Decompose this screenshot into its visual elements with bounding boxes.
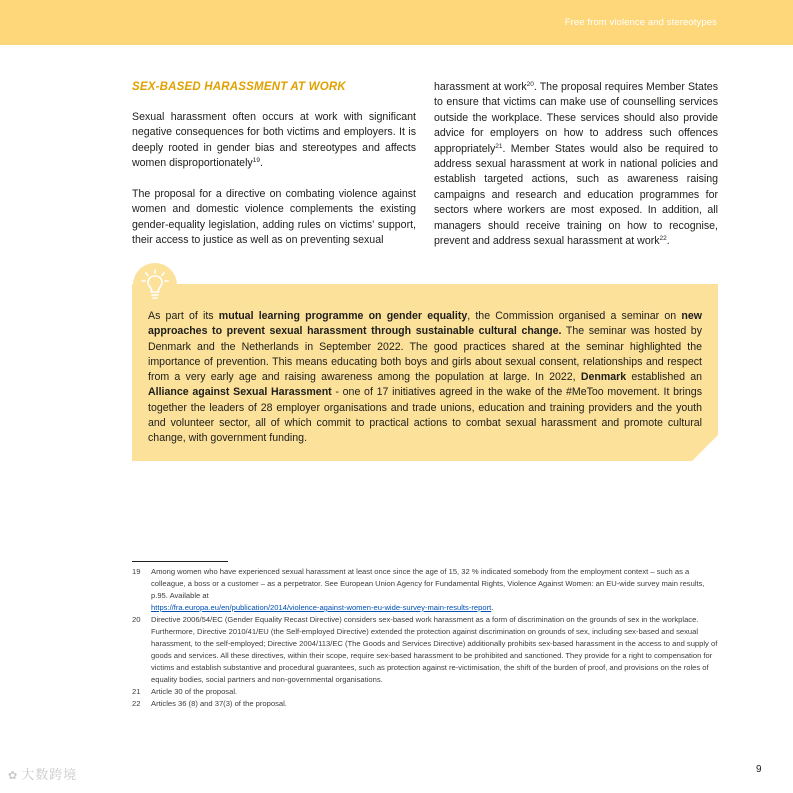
left-column [132, 80, 416, 264]
footnote-21: 21 Article 30 of the proposal. [132, 687, 238, 696]
right-column [434, 80, 718, 265]
header-band [0, 0, 793, 45]
footnotes [132, 566, 722, 710]
footnote-ref-20[interactable]: 20 [526, 81, 534, 88]
lightbulb-icon [140, 268, 170, 302]
right-paragraph-1: harassment at work$^{20}$. The proposal requires Member States to ensure that victims can make use of counselling services outside the workplace. These services should also provide advice for employers on how to address such offences appropriately$^{21}$. Member States would also be required to address sexual harassment at work in national policies and establish targeted actions, such as awareness raising campaigns and research and education programmes for sectors where workers are most exposed. In addition, all managers should receive training on how to recognise, prevent and address sexual harassment at work$^{22}$. [434, 81, 718, 248]
section-heading: SEX-BASED HARASSMENT AT WORK [132, 81, 346, 93]
footnote-ref-19[interactable]: 19 [252, 157, 260, 165]
left-paragraph-1: Sexual harassment often occurs at work with significant negative consequences for both victims and employers. It is deeply rooted in gender bias and stereotypes and affects women disproportionately$^{19}$. [132, 111, 416, 170]
page-fold-corner [692, 435, 718, 461]
highlight-box [132, 284, 718, 461]
footnote-20: 20 Directive 2006/54/EC (Gender Equality Recast Directive) considers sex-based work harassment as a form of discrimination on the grounds of sex in the workplace. Furthermore, Directive 2010/41/EU (the Self-employed Directive) extended the protection against discrimination on grounds of sex, including sex-based and sexual harassment, to the self-employed; Directive 2004/113/EC (The Goods and Services Directive) additionally prohibits sex-based harassment in the access to and supply of goods and services. All these directives, within their scope, require sex-based harassment to be prohibited and sanctioned. They provide for a right to compensation for victims and establish substantive and procedural guarantees, such as protection against re-victimisation, the shift of the burden of proof, and provisions on the roles of equality bodies, social partners and non-governmental organisations. [132, 615, 718, 684]
page-number: 9 [756, 764, 762, 775]
footnote-19-link[interactable]: https://fra.europa.eu/en/publication/2014/violence-against-women-eu-wide-survey-main-results-report [151, 603, 492, 612]
lightbulb-badge [133, 263, 177, 307]
watermark-logo-icon: ✿ [8, 769, 19, 782]
header-title: Free from violence and stereotypes [564, 17, 717, 28]
footnote-separator [132, 561, 228, 562]
watermark: ✿ 大数跨境 [8, 768, 78, 783]
footnote-ref-22[interactable]: 22 [659, 235, 667, 243]
highlight-box-text: As part of its mutual learning programme on gender equality, the Commission organised a seminar on new approaches to prevent sexual harassment through sustainable cultural change. The seminar was hosted by Denmark and the Netherlands in September 2022. The good practices shared at the seminar highlighted the importance of prevention. This means educating both boys and girls about sexual consent, relationships and respect from a very early age and raising awareness among the population at large. In 2022, Denmark established an Alliance against Sexual Harassment - one of 17 initiatives agreed in the wake of the #MeToo movement. It brings together the leaders of 28 employer organisations and trade unions, education and training providers and the youth and volunteer sector, all of which commit to practical actions to combat sexual harassment and promote cultural change, with government funding. [148, 310, 703, 445]
footnote-ref-21[interactable]: 21 [495, 142, 503, 150]
footnote-19: 19 Among women who have experienced sexual harassment at least once since the age of 15, 32 % indicated somebody from the employment context – such as a colleague, a boss or a customer – as a perpetrator. See European Union Agency for Fundamental Rights, Violence Against Women: an EU-wide survey main results, p.95. Available at https://fra.europa.eu/en/publication/2014/violence-against-women-eu-wide-survey-main-results-report. [132, 567, 705, 612]
footnote-22: 22 Articles 36 (8) and 37(3) of the proposal. [132, 699, 287, 708]
left-paragraph-2: The proposal for a directive on combating violence against women and domestic violence complements the existing gender-equality legislation, adding rules on victims’ support, their access to justice as well as on preventing sexual [132, 188, 416, 247]
